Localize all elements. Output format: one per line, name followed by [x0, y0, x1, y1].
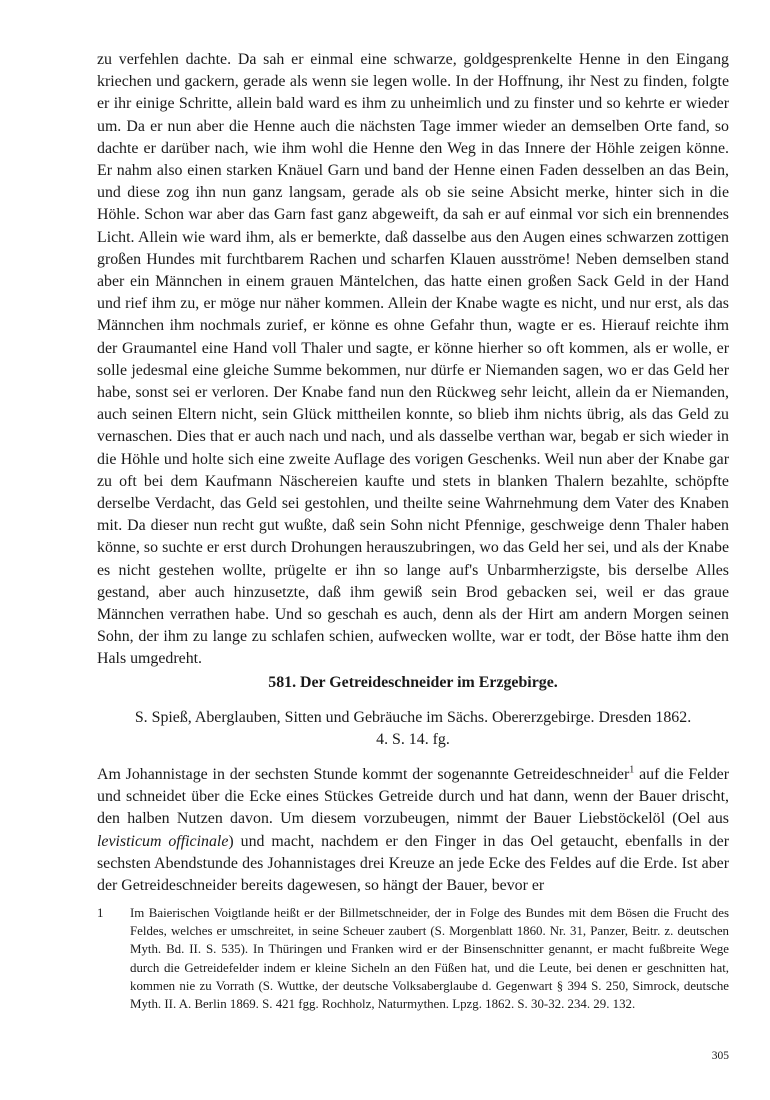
source-citation-line-1: S. Spieß, Aberglauben, Sitten und Gebräuche im Sächs. Obererzgebirge. Dresden 1862. — [134, 709, 692, 726]
story-paragraph: zu verfehlen dachte. Da sah er einmal eine schwarze, goldgesprenkelte Henne in den Eingang kriechen und gackern, gerade als wenn sie legen wolle. In der Hoffnung, ihr Nest zu finden, folgte er ihr einige Schritte, allein bald ward es ihm zu unheimlich und zu finster und so kehrte er wieder um. Da er nun aber die Henne auch die nächsten Tage immer wieder an demselben Orte fand, so dachte er darüber nach, wie ihm wohl die Henne den Weg in das Innere der Höhle zeigen könne. Er nahm also einen starken Knäuel Garn und band der Henne einen Faden desselben an das Bein, und diese zog ihn nun ganz langsam, gerade als ob sie seine Absicht merke, hinter sich in die Höhle. Schon war aber das Garn fast ganz abgeweift, da sah er auf einmal vor sich ein brennendes Licht. Allein wie ward ihm, als er bemerkte, daß dasselbe aus den Augen eines schwarzen zottigen großen Hundes mit furchtbarem Rachen und scharfen Klauen ausströme! Neben demselben stand aber ein Männchen in einem grauen Mäntelchen, das hatte einen großen Sack Geld in der Hand und rief ihm zu, er möge nur näher kommen. Allein der Knabe wagte es nicht, und nur erst, als das Männchen ihm nochmals zurief, er könne es ohne Gefahr thun, wagte er es. Hierauf reichte ihm der Graumantel eine Hand voll Thaler und sagte, er könne hierher so oft kommen, als er wolle, er solle jedesmal eine gleiche Summe bekommen, nur dürfe er Niemanden sagen, wo er das Geld her habe, sonst sei er verloren. Der Knabe fand nun den Rückweg sehr leicht, allein da er Niemanden, auch seinen Eltern nicht, sein Glück mittheilen konnte, so blieb ihm nichts übrig, als das Geld zu vernaschen. Dies that er auch nach und nach, und als dasselbe verthan war, begab er sich wieder in die Höhle und holte sich eine zweite Auflage des vorigen Geschenks. Weil nun aber der Knabe gar zu oft bei dem Kaufmann Näschereien kaufte und stets in blanken Thalern bezahlte, schöpfte derselbe Verdacht, das Geld sei gestohlen, und theilte seine Wahrnehmung dem Vater des Knaben mit. Da dieser nun recht gut wußte, daß sein Sohn nicht Pfennige, geschweige denn Thaler haben könne, so suchte er erst durch Drohungen herauszubringen, wo das Geld her sei, und als der Knabe es nicht gestehen wollte, prügelte er ihn so lange auf's Unbarmherzigste, bis derselbe Alles gestand, aber auch hinzusetzte, daß ihm gewiß sein Brod gebacken sei, weil er das graue Männchen verrathen habe. Und so geschah es auch, denn als der Hirt am andern Morgen seinen Sohn, der ihm zu lange zu schlafen schien, aufwecken wollte, war er todt, der Böse hatte ihm den Hals umgedreht. — [97, 51, 729, 668]
footnote-number: 1 — [97, 906, 104, 920]
footnote-reference[interactable]: 1 — [629, 764, 635, 776]
source-citation — [110, 707, 716, 751]
section-paragraph-start: Am Johannistage in der sechsten Stunde kommt der sogenannte Getreideschneider — [97, 766, 630, 783]
section-paragraph-end: ) und macht, nachdem er den Finger in das Oel getaucht, ebenfalls in der sechsten Abendstunde des Johannistages drei Kreuze an jede Ecke des Feldes auf die Erde. Ist aber der Getreideschneider bereits dagewesen, so hängt der Bauer, bevor er — [97, 832, 729, 895]
page-number: 305 — [711, 1050, 729, 1062]
source-citation-line-2: 4. S. 14. fg. — [376, 731, 450, 748]
continued-story-text — [97, 49, 729, 671]
section-paragraph-middle: auf die Felder und schneidet über die Ecke eines Stückes Getreide durch und hat dann, wenn der Bauer drischt, den halben Nutzen davon. Um diesem vorzubeugen, nimmt der Bauer Liebstöckelöl (Oel aus — [97, 766, 730, 828]
footnote — [97, 904, 729, 1013]
section-paragraph — [97, 764, 729, 897]
footnote-text: Im Baierischen Voigtlande heißt er der Billmetschneider, der in Folge des Bundes mit dem Bösen die Frucht des Feldes, welches er umschreitet, in seine Scheuer zaubert (S. Morgenblatt 1860. Nr. 31, Panzer, Beitr. z. deutschen Myth. Bd. II. S. 535). In Thüringen und Franken wird er der Binsenschnitter genannt, er macht fußbreite Wege durch die Getreidefelder indem er kleine Sicheln an den Füßen hat, und die Leute, bei denen er geschnitten hat, kommen nie zu Vorrath (S. Wuttke, der deutsche Volksaberglaube d. Gegenwart § 394 S. 250, Simrock, deutsche Myth. II. A. Berlin 1869. S. 421 fgg. Rochholz, Naturmythen. Lpzg. 1862. S. 30-32. 234. 29. 132. — [130, 906, 729, 1012]
section-heading: 581. Der Getreideschneider im Erzgebirge. — [268, 674, 558, 691]
section-body-text — [97, 764, 729, 897]
latin-plant-name: levisticum officinale — [97, 832, 229, 850]
